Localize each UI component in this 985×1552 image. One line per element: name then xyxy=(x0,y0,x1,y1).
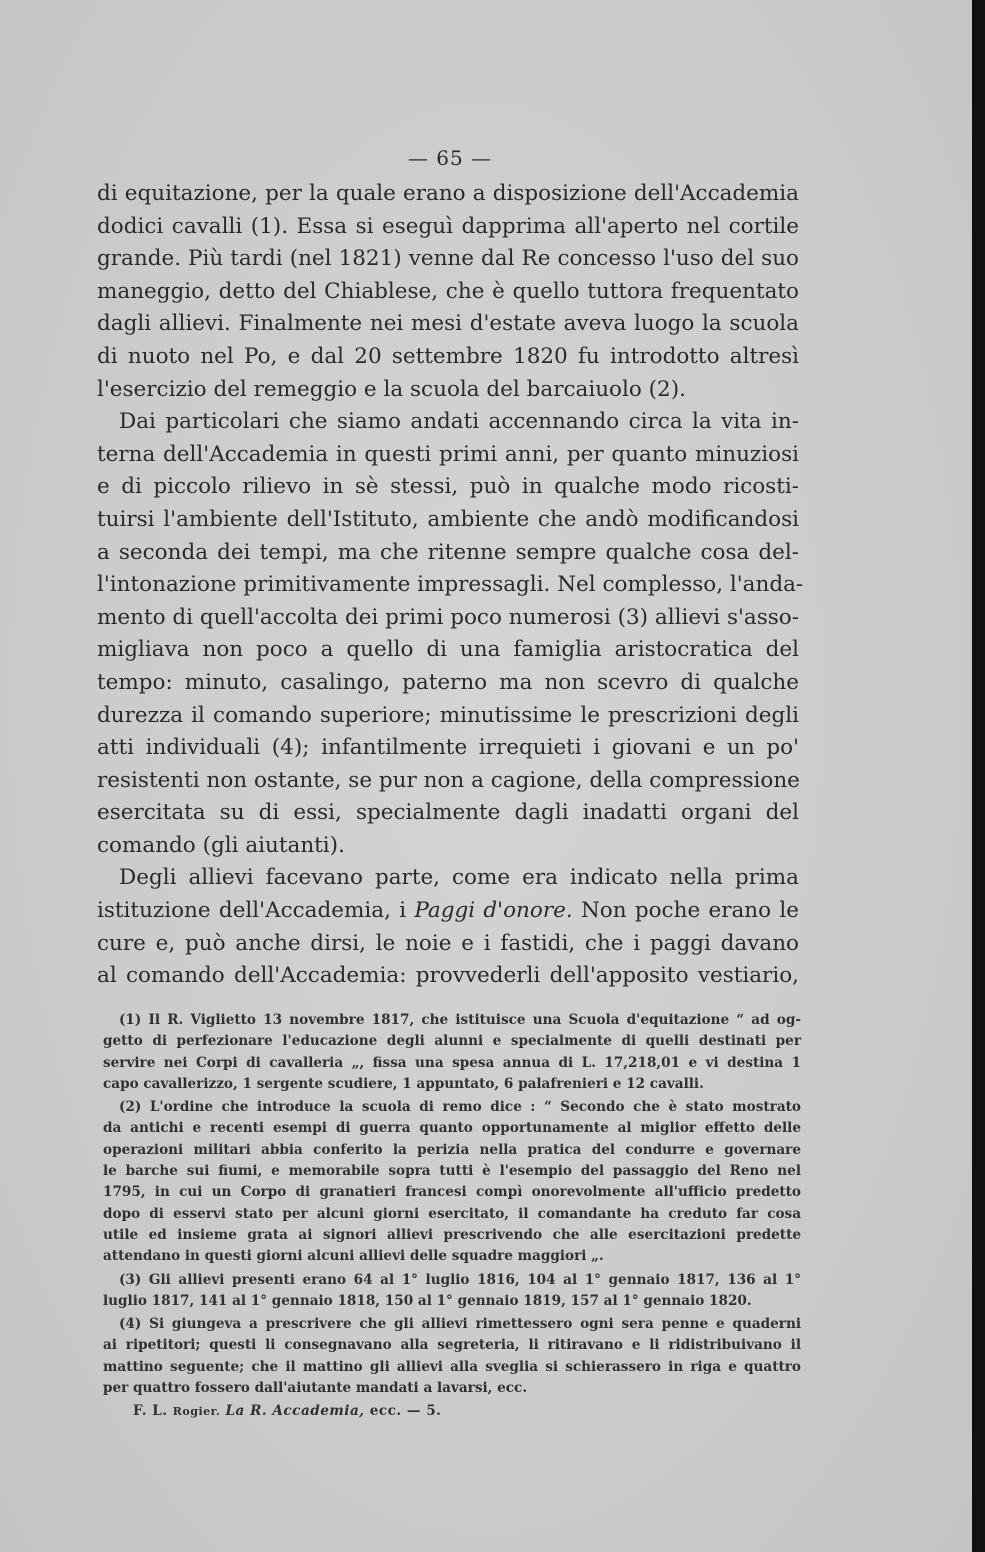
body-text xyxy=(97,178,804,993)
body-line: l'intonazione primitivamente impressagli. Nel complesso, l'anda- xyxy=(97,572,804,598)
body-line: maneggio, detto del Chiablese, che è quello tuttora frequentato xyxy=(97,278,799,304)
footnote-line: (1) Il R. Viglietto 13 novembre 1817, che istituisce una Scuola d'equitazione “ ad og- xyxy=(119,1012,801,1028)
body-line-end: Non poche erano le xyxy=(572,898,799,924)
footnote-line: operazioni militari abbia conferito la perizia nella pratica del condurre e governare xyxy=(103,1141,801,1158)
footnote-line: getto di perfezionare l'educazione degli alunni e specialmente di quelli destinati per xyxy=(103,1033,801,1050)
body-line: mento di quell'accolta dei primi poco numerosi (3) allievi s'asso- xyxy=(97,604,799,630)
footnotes xyxy=(103,1010,801,1399)
footnote-line: mattino seguente; che il mattino gli allievi alla sveglia si schierassero in riga e quattro xyxy=(103,1358,801,1375)
body-line: comando (gli aiutanti). xyxy=(97,832,345,858)
footnote-line: servire nei Corpi di cavalleria „, fissa una spesa annua di L. 17,218,01 e vi destina 1 xyxy=(103,1054,801,1071)
scan-edge xyxy=(972,0,985,1552)
body-line: Dai particolari che siamo andati accennando circa la vita in- xyxy=(119,409,799,435)
page-number: — 65 — xyxy=(407,146,493,170)
body-line: a seconda dei tempi, ma che ritenne sempre qualche cosa del- xyxy=(97,539,799,565)
body-line-with-italic xyxy=(97,895,799,928)
body-line: e di piccolo rilievo in sè stessi, può in qualche modo ricosti- xyxy=(97,474,799,500)
body-line: dodici cavalli (1). Essa si eseguì dapprima all'aperto nel cortile xyxy=(97,213,799,239)
body-line: Degli allievi facevano parte, come era indicato nella prima xyxy=(119,865,799,891)
footnote-line: per quattro fossero dall'aiutante mandati a lavarsi, ecc. xyxy=(103,1380,528,1397)
body-line: tuirsi l'ambiente dell'Istituto, ambiente che andò modificandosi xyxy=(97,506,799,532)
footnote-line: attendano in questi giorni alcuni allievi delle squadre maggiori „. xyxy=(103,1248,604,1265)
body-line: di nuoto nel Po, e dal 20 settembre 1820 fu introdotto altresì xyxy=(97,343,799,369)
body-line: al comando dell'Accademia: provvederli dell'apposito vestiario, xyxy=(97,963,799,989)
footnote-line: da antichi e recenti esempi di guerra quanto opportunamente al miglior effetto delle xyxy=(103,1120,801,1137)
body-line: migliava non poco a quello di una famiglia aristocratica del xyxy=(97,637,799,663)
footnote-line: (2) L'ordine che introduce la scuola di remo dice : “ Secondo che è stato mostrato xyxy=(119,1099,801,1116)
footnote-line: 1795, in cui un Corpo di granatieri francesi compì onorevolmente all'ufficio predetto xyxy=(103,1184,801,1201)
author-initials: F. L. xyxy=(133,1403,173,1419)
body-line: atti individuali (4); infantilmente irrequieti i giovani e un po' xyxy=(97,735,799,761)
italic-phrase: Paggi d'onore. xyxy=(414,898,573,924)
footnote-line: capo cavallerizzo, 1 sergente scudiere, 1 appuntato, 6 palafrenieri e 12 cavalli. xyxy=(103,1075,704,1092)
footnote-line: luglio 1817, 141 al 1° gennaio 1818, 150 al 1° gennaio 1819, 157 al 1° gennaio 1820. xyxy=(103,1292,752,1309)
body-line: cure e, può anche dirsi, le noie e i fastidi, che i paggi davano xyxy=(97,930,799,956)
body-line: dagli allievi. Finalmente nei mesi d'estate aveva luogo la scuola xyxy=(97,311,799,337)
footnote-line: utile ed insieme grata ai signori allievi prescrivendo che alle esercitazioni predette xyxy=(103,1226,801,1243)
author-surname: Rogier. xyxy=(172,1405,221,1418)
body-line: grande. Più tardi (nel 1821) venne dal Re concesso l'uso del suo xyxy=(97,246,799,272)
body-line: di equitazione, per la quale erano a disposizione dell'Accademia xyxy=(97,181,799,206)
body-line: esercitata su di essi, specialmente dagli inadatti organi del xyxy=(97,800,799,826)
footnote-line: (4) Si giungeva a prescrivere che gli allievi rimettessero ogni sera penne e quaderni xyxy=(119,1316,801,1333)
body-line: l'esercizio del remeggio e la scuola del barcaiuolo (2). xyxy=(97,376,686,402)
footnote-line: dopo di esservi stato per alcuni giorni esercitato, il comandante ha creduto far cosa xyxy=(103,1205,801,1222)
footnote-line: ai ripetitori; questi li consegnavano alla segreteria, li ritiravano e li ridistribuivano il xyxy=(103,1337,801,1354)
footnote-line: (3) Gli allievi presenti erano 64 al 1° luglio 1816, 104 al 1° gennaio 1817, 136 al 1° xyxy=(119,1271,801,1288)
book-title: La R. Accademia, xyxy=(225,1403,365,1419)
body-line: tempo: minuto, casalingo, paterno ma non scevro di qualche xyxy=(97,669,799,695)
body-line-start: istituzione dell'Accademia, i xyxy=(97,898,415,924)
body-line: resistenti non ostante, se pur non a cagione, della compressione xyxy=(97,767,800,793)
body-line: durezza il comando superiore; minutissime le prescrizioni degli xyxy=(97,702,799,728)
body-line: terna dell'Accademia in questi primi anni, per quanto minuziosi xyxy=(97,441,799,467)
footnote-line: le barche sui fiumi, e memorabile sopra tutti è l'esempio del passaggio del Reno nel xyxy=(103,1163,801,1180)
signature-line xyxy=(133,1403,441,1419)
signature-rest: ecc. — 5. xyxy=(364,1403,442,1419)
